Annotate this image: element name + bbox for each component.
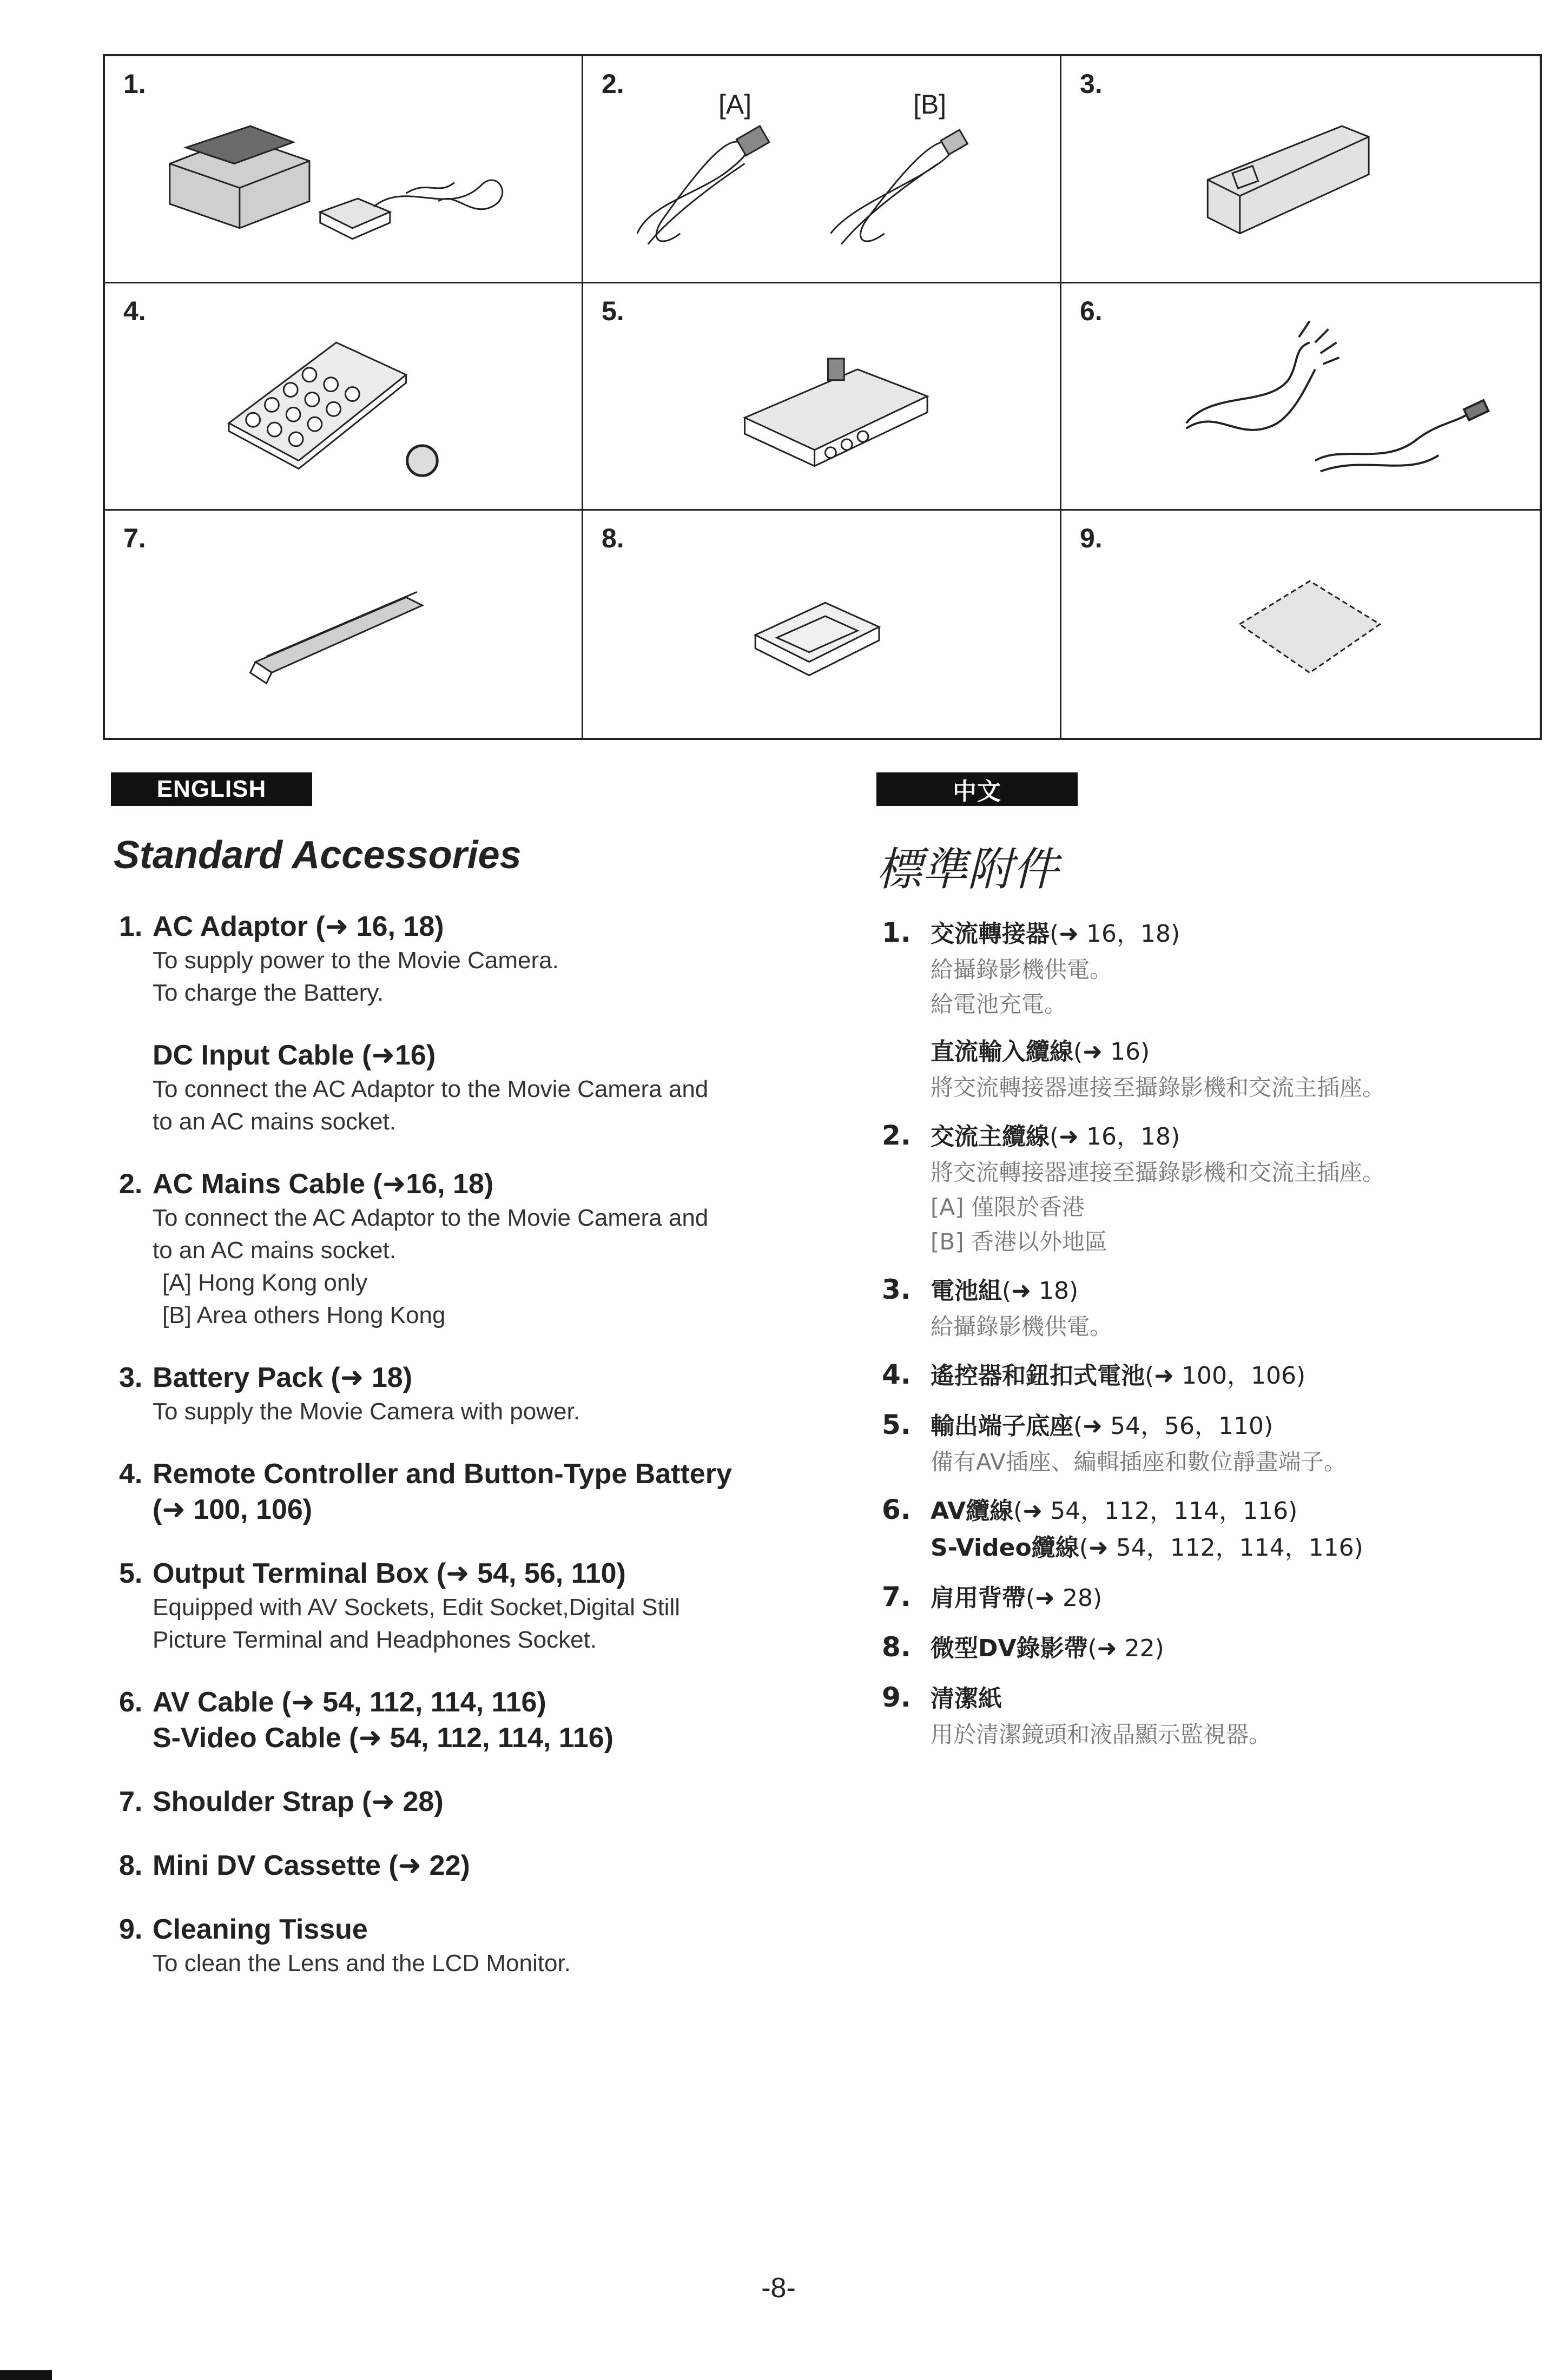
grid-cell-output-terminal-box [583, 283, 1061, 511]
output-terminal-box-illustration [583, 283, 1060, 509]
item-number: 6. [119, 1687, 143, 1718]
item-number: 1. [882, 917, 911, 948]
item-number: 9. [119, 1914, 143, 1945]
item-description: To charge the Battery. [153, 980, 384, 1006]
remote-controller-illustration [105, 283, 582, 509]
item-title: 電池組 [931, 1277, 1002, 1305]
item-description: 將交流轉接器連接至攝錄影機和交流主插座。 [931, 1074, 1386, 1101]
item-reference: (➜ 16，18) [1050, 1123, 1180, 1151]
grid-cell-ac-adaptor [105, 56, 583, 283]
item-description: To supply the Movie Camera with power. [153, 1398, 580, 1425]
item-title: Cleaning Tissue [153, 1914, 368, 1945]
list-item [119, 1556, 822, 1656]
item-number: 9. [882, 1682, 911, 1713]
item-title-continued: S-Video Cable (➜ 54, 112, 114, 116) [153, 1722, 613, 1754]
item-title: AC Adaptor (➜ 16, 18) [153, 911, 444, 942]
chinese-heading: 標準附件 [876, 843, 1059, 896]
list-item [882, 1406, 1531, 1479]
item-number: 6. [882, 1494, 911, 1525]
item-description: To supply power to the Movie Camera. [153, 947, 559, 974]
list-item [882, 1578, 1531, 1617]
item-reference: (➜ 18) [1002, 1277, 1079, 1305]
item-title: 直流輸入纜線 [931, 1038, 1073, 1066]
item-title-continued: S-Video纜線 [931, 1534, 1079, 1562]
item-description: 備有AV插座、編輯插座和數位靜畫端子。 [931, 1449, 1347, 1475]
item-reference: (➜ 16) [1073, 1038, 1150, 1066]
item-number: 8. [119, 1850, 143, 1881]
list-item [119, 1848, 822, 1883]
grid-cell-cleaning-tissue [1061, 511, 1540, 738]
grid-cell-ac-mains-cable [583, 56, 1061, 283]
accessory-grid [103, 54, 1542, 740]
cable-label-a: [A] [718, 89, 752, 120]
cable-label-b: [B] [913, 89, 947, 120]
item-description: [B] 香港以外地區 [931, 1228, 1107, 1255]
list-item [119, 1037, 822, 1138]
list-item [882, 1117, 1531, 1259]
mini-dv-cassette-illustration [583, 511, 1060, 738]
page-number: -8- [761, 2272, 796, 2304]
item-reference: (➜ 54，56，110) [1073, 1412, 1274, 1440]
list-item [119, 1456, 822, 1528]
english-language-badge: ENGLISH [111, 772, 312, 806]
cleaning-tissue-illustration [1061, 511, 1540, 738]
list-item [119, 1784, 822, 1820]
item-description: To clean the Lens and the LCD Monitor. [153, 1950, 571, 1976]
cell-number: 7. [123, 523, 146, 553]
item-number: 4. [882, 1359, 911, 1390]
item-title: 清潔紙 [931, 1685, 1002, 1713]
item-description: 給攝錄影機供電。 [931, 956, 1113, 983]
item-description: 給攝錄影機供電。 [931, 1313, 1113, 1340]
item-title: 肩用背帶 [931, 1584, 1026, 1612]
list-item [882, 1629, 1531, 1667]
cell-number: 5. [602, 296, 624, 326]
item-title: AV纜線 [931, 1497, 1014, 1525]
item-reference: (➜ 16，18) [1050, 920, 1180, 948]
ac-adaptor-illustration [105, 56, 582, 282]
chinese-accessory-list [882, 914, 1531, 1764]
list-item [882, 914, 1531, 1022]
cell-number: 1. [123, 69, 146, 99]
english-heading: Standard Accessories [114, 834, 522, 877]
item-reference: (➜ 100，106) [1145, 1362, 1306, 1390]
item-number: 3. [882, 1274, 911, 1305]
item-number: 7. [119, 1786, 143, 1817]
item-title: 遙控器和鈕扣式電池 [931, 1362, 1145, 1390]
chinese-language-badge: 中文 [876, 772, 1078, 806]
item-reference: (➜ 28) [1026, 1584, 1103, 1612]
item-description: Picture Terminal and Headphones Socket. [153, 1627, 597, 1653]
item-title: 輸出端子底座 [931, 1412, 1073, 1440]
item-description: to an AC mains socket. [153, 1237, 396, 1264]
cell-number: 3. [1080, 69, 1103, 99]
list-item [882, 1271, 1531, 1344]
item-number: 5. [882, 1409, 911, 1440]
item-description: To connect the AC Adaptor to the Movie Camera and [153, 1205, 709, 1231]
list-item [882, 1034, 1531, 1105]
item-description: Equipped with AV Sockets, Edit Socket,Digital Still [153, 1594, 681, 1621]
list-item [882, 1679, 1531, 1752]
item-reference: (➜ 54，112，114，116) [1013, 1497, 1298, 1525]
ac-mains-cable-illustration [583, 56, 1060, 282]
item-description: To connect the AC Adaptor to the Movie Camera and [153, 1076, 709, 1102]
av-cable-illustration [1061, 283, 1540, 509]
list-item [119, 1360, 822, 1428]
item-title: AC Mains Cable (➜16, 18) [153, 1168, 494, 1200]
battery-pack-illustration [1061, 56, 1540, 282]
list-item [119, 1912, 822, 1980]
english-accessory-list [119, 909, 822, 2008]
item-title: Remote Controller and Button-Type Battery [153, 1458, 732, 1490]
list-item [119, 1166, 822, 1332]
item-title: 交流主纜線 [931, 1123, 1050, 1151]
item-title: Battery Pack (➜ 18) [153, 1362, 413, 1393]
shoulder-strap-illustration [105, 511, 582, 738]
cell-number: 8. [602, 523, 624, 553]
item-title: 微型DV錄影帶 [931, 1635, 1088, 1662]
grid-cell-battery-pack [1061, 56, 1540, 283]
item-description: 將交流轉接器連接至攝錄影機和交流主插座。 [931, 1159, 1386, 1186]
cell-number: 6. [1080, 296, 1103, 326]
item-number: 8. [882, 1631, 911, 1663]
item-description: 用於清潔鏡頭和液晶顯示監視器。 [931, 1721, 1272, 1748]
item-reference: (➜ 54，112，114，116) [1079, 1534, 1363, 1562]
item-title: Output Terminal Box (➜ 54, 56, 110) [153, 1558, 626, 1589]
item-number: 4. [119, 1458, 143, 1490]
item-title: Shoulder Strap (➜ 28) [153, 1786, 444, 1817]
item-number: 3. [119, 1362, 143, 1393]
item-title: AV Cable (➜ 54, 112, 114, 116) [153, 1687, 546, 1718]
cell-number: 4. [123, 296, 146, 326]
item-number: 5. [119, 1558, 143, 1589]
item-number: 2. [882, 1120, 911, 1151]
item-title-continued: (➜ 100, 106) [153, 1494, 313, 1525]
grid-cell-shoulder-strap [105, 511, 583, 738]
cell-number: 9. [1080, 523, 1103, 553]
item-description: to an AC mains socket. [153, 1108, 396, 1135]
item-note: [A] Hong Kong only [162, 1270, 368, 1296]
item-title: DC Input Cable (➜16) [153, 1040, 436, 1071]
list-item [882, 1491, 1531, 1566]
page-edge-mark [0, 2370, 52, 2380]
grid-cell-mini-dv-cassette [583, 511, 1061, 738]
item-number: 7. [882, 1581, 911, 1612]
item-number: 1. [119, 911, 143, 942]
grid-cell-av-cable [1061, 283, 1540, 511]
item-number: 2. [119, 1168, 143, 1200]
item-title: 交流轉接器 [931, 920, 1050, 948]
item-reference: (➜ 22) [1087, 1635, 1164, 1662]
item-title: Mini DV Cassette (➜ 22) [153, 1850, 470, 1881]
cell-number: 2. [602, 69, 624, 99]
list-item [119, 1684, 822, 1756]
item-description: 給電池充電。 [931, 991, 1067, 1017]
item-note: [B] Area others Hong Kong [162, 1302, 446, 1328]
list-item [882, 1356, 1531, 1394]
item-description: [A] 僅限於香港 [931, 1194, 1085, 1220]
list-item [119, 909, 822, 1009]
grid-cell-remote-controller [105, 283, 583, 511]
